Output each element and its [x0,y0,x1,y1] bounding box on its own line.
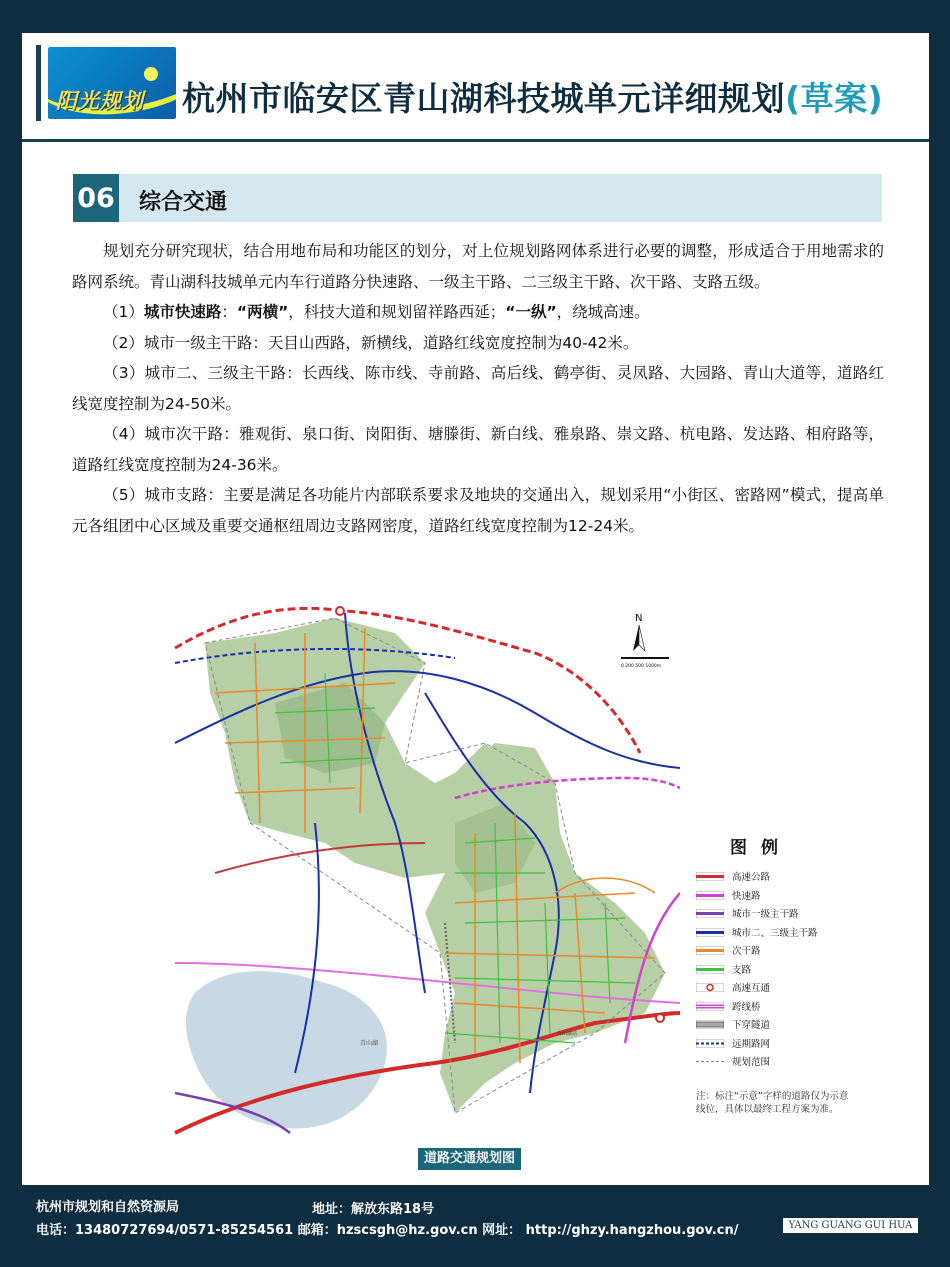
legend-item-primary-arterial [696,905,856,924]
item-branch-road: （5）城市支路：主要是满足各功能片内部联系要求及地块的交通出入，规划采用“小街区、密路网”模式，提高单元各组团中心区域及重要交通枢纽周边支路网密度，道路红线宽度控制为12-24米。 [72,486,884,535]
legend-symbol-boundary [696,1057,724,1066]
map-caption: 道路交通规划图 [418,1148,521,1170]
item1-prefix: （1） [103,303,144,321]
section-heading [73,174,882,222]
legend-label-primary-arterial: 城市一级主干路 [732,909,799,920]
legend-label-flyover: 跨线桥 [732,1001,761,1013]
legend-symbol-collector [696,946,724,955]
legend-item-flyover [696,998,856,1017]
item1-two-horizontal: “两横” [236,303,289,321]
legend-label-highway: 高速公路 [732,872,771,883]
intro-paragraph: 规划充分研究现状，结合用地布局和功能区的划分，对上位规划路网体系进行必要的调整，形成适合于用地需求的路网系统。青山湖科技城单元内车行道路分快速路、一级主干路、二三级主干路、次干路、支路五级。 [72,242,884,291]
logo-text: 阳光规划 [56,89,144,113]
item1-one-vertical: “一纵” [505,303,557,321]
legend-symbol-tunnel [696,1020,724,1029]
scale-bar [621,657,669,669]
interchange-east [656,1014,664,1022]
legend-symbol-primary-arterial [696,909,724,918]
item1-colon: ： [221,303,237,321]
section-number: 06 [73,174,119,222]
section-title: 综合交通 [139,190,228,215]
north-arrow-icon [633,613,645,651]
footer-address: 地址：解放东路18号 [312,1202,435,1217]
legend-item-highway [696,868,856,887]
legend-note: 注：标注“示意”字样的道路仅为示意线位，具体以最终工程方案为准。 [696,1091,849,1115]
legend-item-expressway [696,887,856,906]
legend-label-boundary: 规划范围 [732,1057,771,1068]
legend-item-tunnel [696,1016,856,1035]
legend-item-secondary-arterial [696,924,856,943]
item-primary-arterial: （2）城市一级主干路：天目山西路，新横线，道路红线宽度控制为40-42米。 [103,333,639,352]
legend-symbol-highway [696,872,724,881]
legend-symbol-secondary-arterial [696,928,724,937]
legend-label-branch: 支路 [732,964,752,976]
legend-item-future-network [696,1035,856,1054]
item-expressway [72,297,884,328]
lake-label: 青山湖 [360,1040,379,1047]
legend-label-future-network: 远期路网 [732,1038,771,1050]
header-accent-bar [36,45,41,121]
footer-contact: 电话：13480727694/0571-85254561 邮箱：hzscsgh@hz.gov.cn 网址： http://ghzy.hangzhou.gov.cn/ [36,1223,739,1238]
legend-item-boundary [696,1053,856,1072]
legend-item-branch [696,961,856,980]
page-header [22,33,929,142]
north-label: N [635,613,643,624]
map-legend [696,833,856,1072]
legend-symbol-flyover [696,1002,724,1011]
document-page [22,33,929,1185]
sunshine-planning-logo [48,47,176,119]
legend-symbol-expressway [696,891,724,900]
page-title-draft: (草案) [785,79,884,118]
item-secondary-arterial: （3）城市二、三级主干路：长西线、陈市线、寺前路、高后线、鹤亭街、灵凤路、大园路、青山大道等，道路红线宽度控制为24-50米。 [72,364,884,413]
scale-text: 0 200 500 1000m [621,664,662,669]
item-collector-road: （4）城市次干路：雅观街、泉口街、岗阳街、塘滕街、新白线、雅泉路、崇文路、杭电路、发达路、相府路等，道路红线宽度控制为24-36米。 [72,425,884,474]
item1-label: 城市快速路 [143,303,222,321]
legend-label-collector: 次干路 [732,946,761,957]
lake [186,971,387,1128]
road-traffic-plan-map [155,573,680,1139]
page-title-main: 杭州市临安区青山湖科技城单元详细规划 [182,79,785,118]
legend-label-tunnel: 下穿隧道 [732,1020,771,1031]
item1-end: ，绕城高速。 [556,303,650,321]
item1-mid: ，科技大道和规划留祥路西延； [288,303,506,321]
footer-org: 杭州市规划和自然资源局 [36,1200,180,1215]
legend-label-secondary-arterial: 城市二、三级主干路 [732,927,818,939]
legend-symbol-branch [696,965,724,974]
legend-label-expressway: 快速路 [732,890,761,902]
legend-symbol-future-network [696,1039,724,1048]
interchange-north [336,607,344,615]
legend-label-interchange: 高速互通 [732,983,771,994]
legend-item-collector [696,942,856,961]
legend-symbol-interchange [696,983,724,992]
logo-sun-icon [144,67,158,81]
legend-title: 图 例 [730,838,782,858]
body-text [72,236,884,541]
page-title [182,73,883,120]
footer-brand: YANG GUANG GUI HUA [783,1218,918,1233]
legend-item-interchange [696,979,856,998]
station-label: 青山湖站 [557,1031,578,1037]
